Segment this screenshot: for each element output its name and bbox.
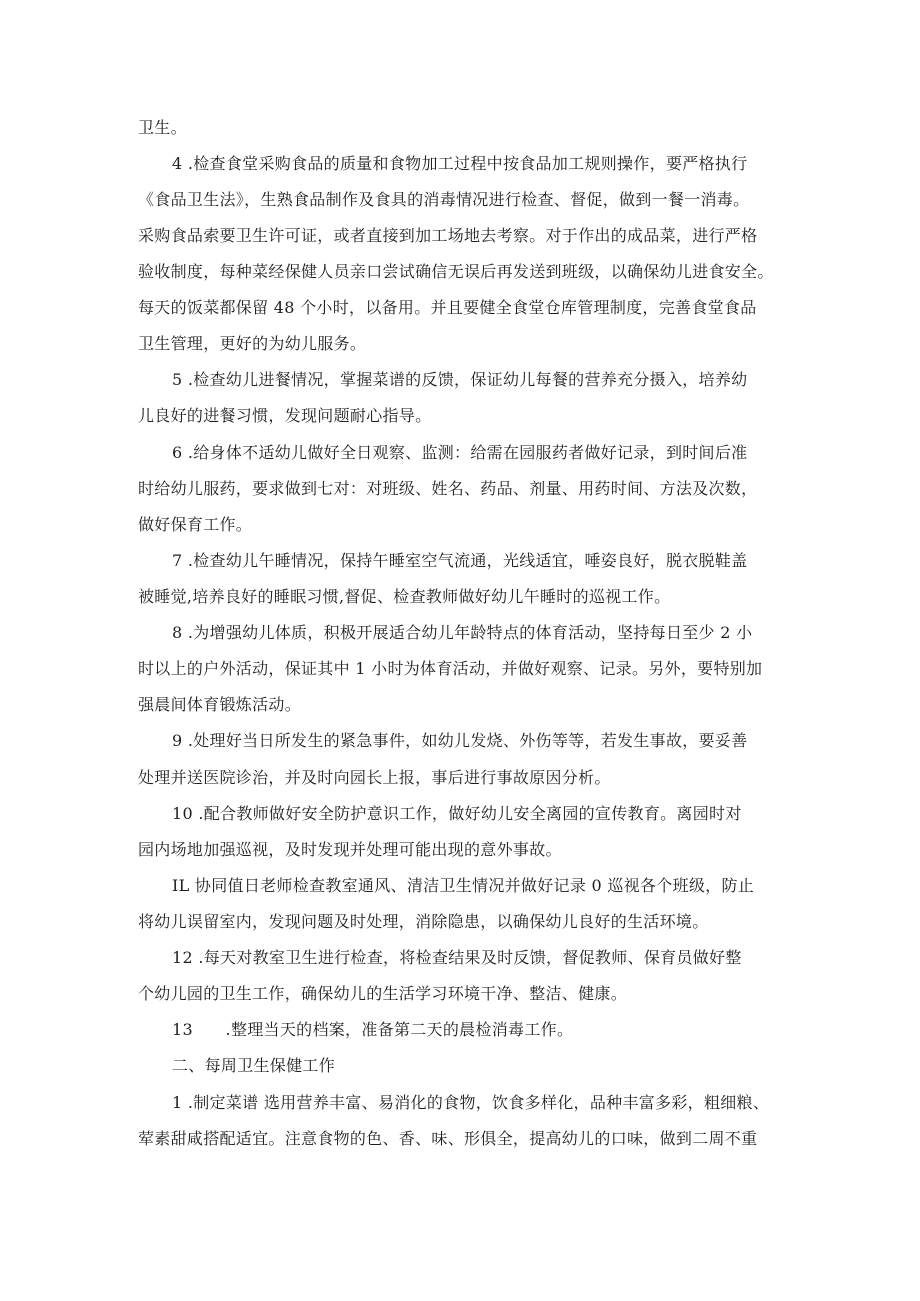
text-line: 荤素甜咸搭配适宜。注意食物的色、香、味、形俱全，提高幼儿的口味，做到二周不重 xyxy=(138,1129,758,1148)
item-12-line: 12 .每天对教室卫生进行检查，将检查结果及时反馈，督促教师、保育员做好整 xyxy=(172,948,742,967)
item-13-line: 13 .整理当天的档案，准备第二天的晨检消毒工作。 xyxy=(172,1020,574,1039)
text-line: 强晨间体育锻炼活动。 xyxy=(138,695,302,714)
text-line: 每天的饭菜都保留 48 个小时，以备用。并且要健全食堂仓库管理制度，完善食堂食品 xyxy=(138,298,757,317)
text-line: 儿良好的进餐习惯，发现问题耐心指导。 xyxy=(138,406,432,425)
text-line: 处理并送医院诊治，并及时向园长上报，事后进行事故原因分析。 xyxy=(138,768,611,787)
item-11-line: IL 协同值日老师检查教室通风、清洁卫生情况并做好记录 0 巡视各个班级，防止 xyxy=(172,876,755,895)
text-line: 验收制度，每种菜经保健人员亲口尝试确信无误后再发送到班级，以确保幼儿进食安全。 xyxy=(138,262,774,281)
text-line: 个幼儿园的卫生工作，确保幼儿的生活学习环境干净、整洁、健康。 xyxy=(138,984,628,1003)
item-9-line: 9 .处理好当日所发生的紧急事件，如幼儿发烧、外伤等等，若发生事故，要妥善 xyxy=(172,731,748,750)
text-line: 《食品卫生法》，生熟食品制作及食具的消毒情况进行检查、督促，做到一餐一消毒。 xyxy=(138,190,750,209)
text-line: 时以上的户外活动，保证其中 1 小时为体育活动，并做好观察、记录。另外，要特别加 xyxy=(138,659,763,678)
text-line: 做好保育工作。 xyxy=(138,515,253,534)
item-6-line: 6 .给身体不适幼儿做好全日观察、监测：给需在园服药者做好记录，到时间后准 xyxy=(172,443,748,462)
item-8-line: 8 .为增强幼儿体质，积极开展适合幼儿年龄特点的体育活动，坚持每日至少 2 小 xyxy=(172,623,753,642)
text-line: 卫生。 xyxy=(138,118,187,137)
text-line: 卫生管理，更好的为幼儿服务。 xyxy=(138,334,367,353)
item-4-line: 4 .检查食堂采购食品的质量和食物加工过程中按食品加工规则操作，要严格执行 xyxy=(172,154,748,173)
section-heading: 二、每周卫生保健工作 xyxy=(172,1056,336,1075)
text-line: 将幼儿误留室内，发现问题及时处理，消除隐患，以确保幼儿良好的生活环境。 xyxy=(138,912,709,931)
item-10-line: 10 .配合教师做好安全防护意识工作，做好幼儿安全离园的宣传教育。离园时对 xyxy=(172,804,742,823)
item-1-line: 1 .制定菜谱 选用营养丰富、易消化的食物，饮食多样化，品种丰富多彩，粗细粮、 xyxy=(172,1093,770,1112)
text-line: 园内场地加强巡视，及时发现并处理可能出现的意外事故。 xyxy=(138,840,562,859)
item-7-line: 7 .检查幼儿午睡情况，保持午睡室空气流通，光线适宜，唾姿良好，脱衣脱鞋盖 xyxy=(172,551,748,570)
text-line: 采购食品索要卫生许可证，或者直接到加工场地去考察。对于作出的成品菜，进行严格 xyxy=(138,226,758,245)
text-line: 时给幼儿服药，要求做到七对：对班级、姓名、药品、剂量、用药时间、方法及次数， xyxy=(138,479,758,498)
text-line: 被睡觉,培养良好的睡眠习惯,督促、检查教师做好幼儿午睡时的巡视工作。 xyxy=(138,587,671,606)
item-5-line: 5 .检查幼儿进餐情况，掌握菜谱的反馈，保证幼儿每餐的营养充分摄入，培养幼 xyxy=(172,370,748,389)
